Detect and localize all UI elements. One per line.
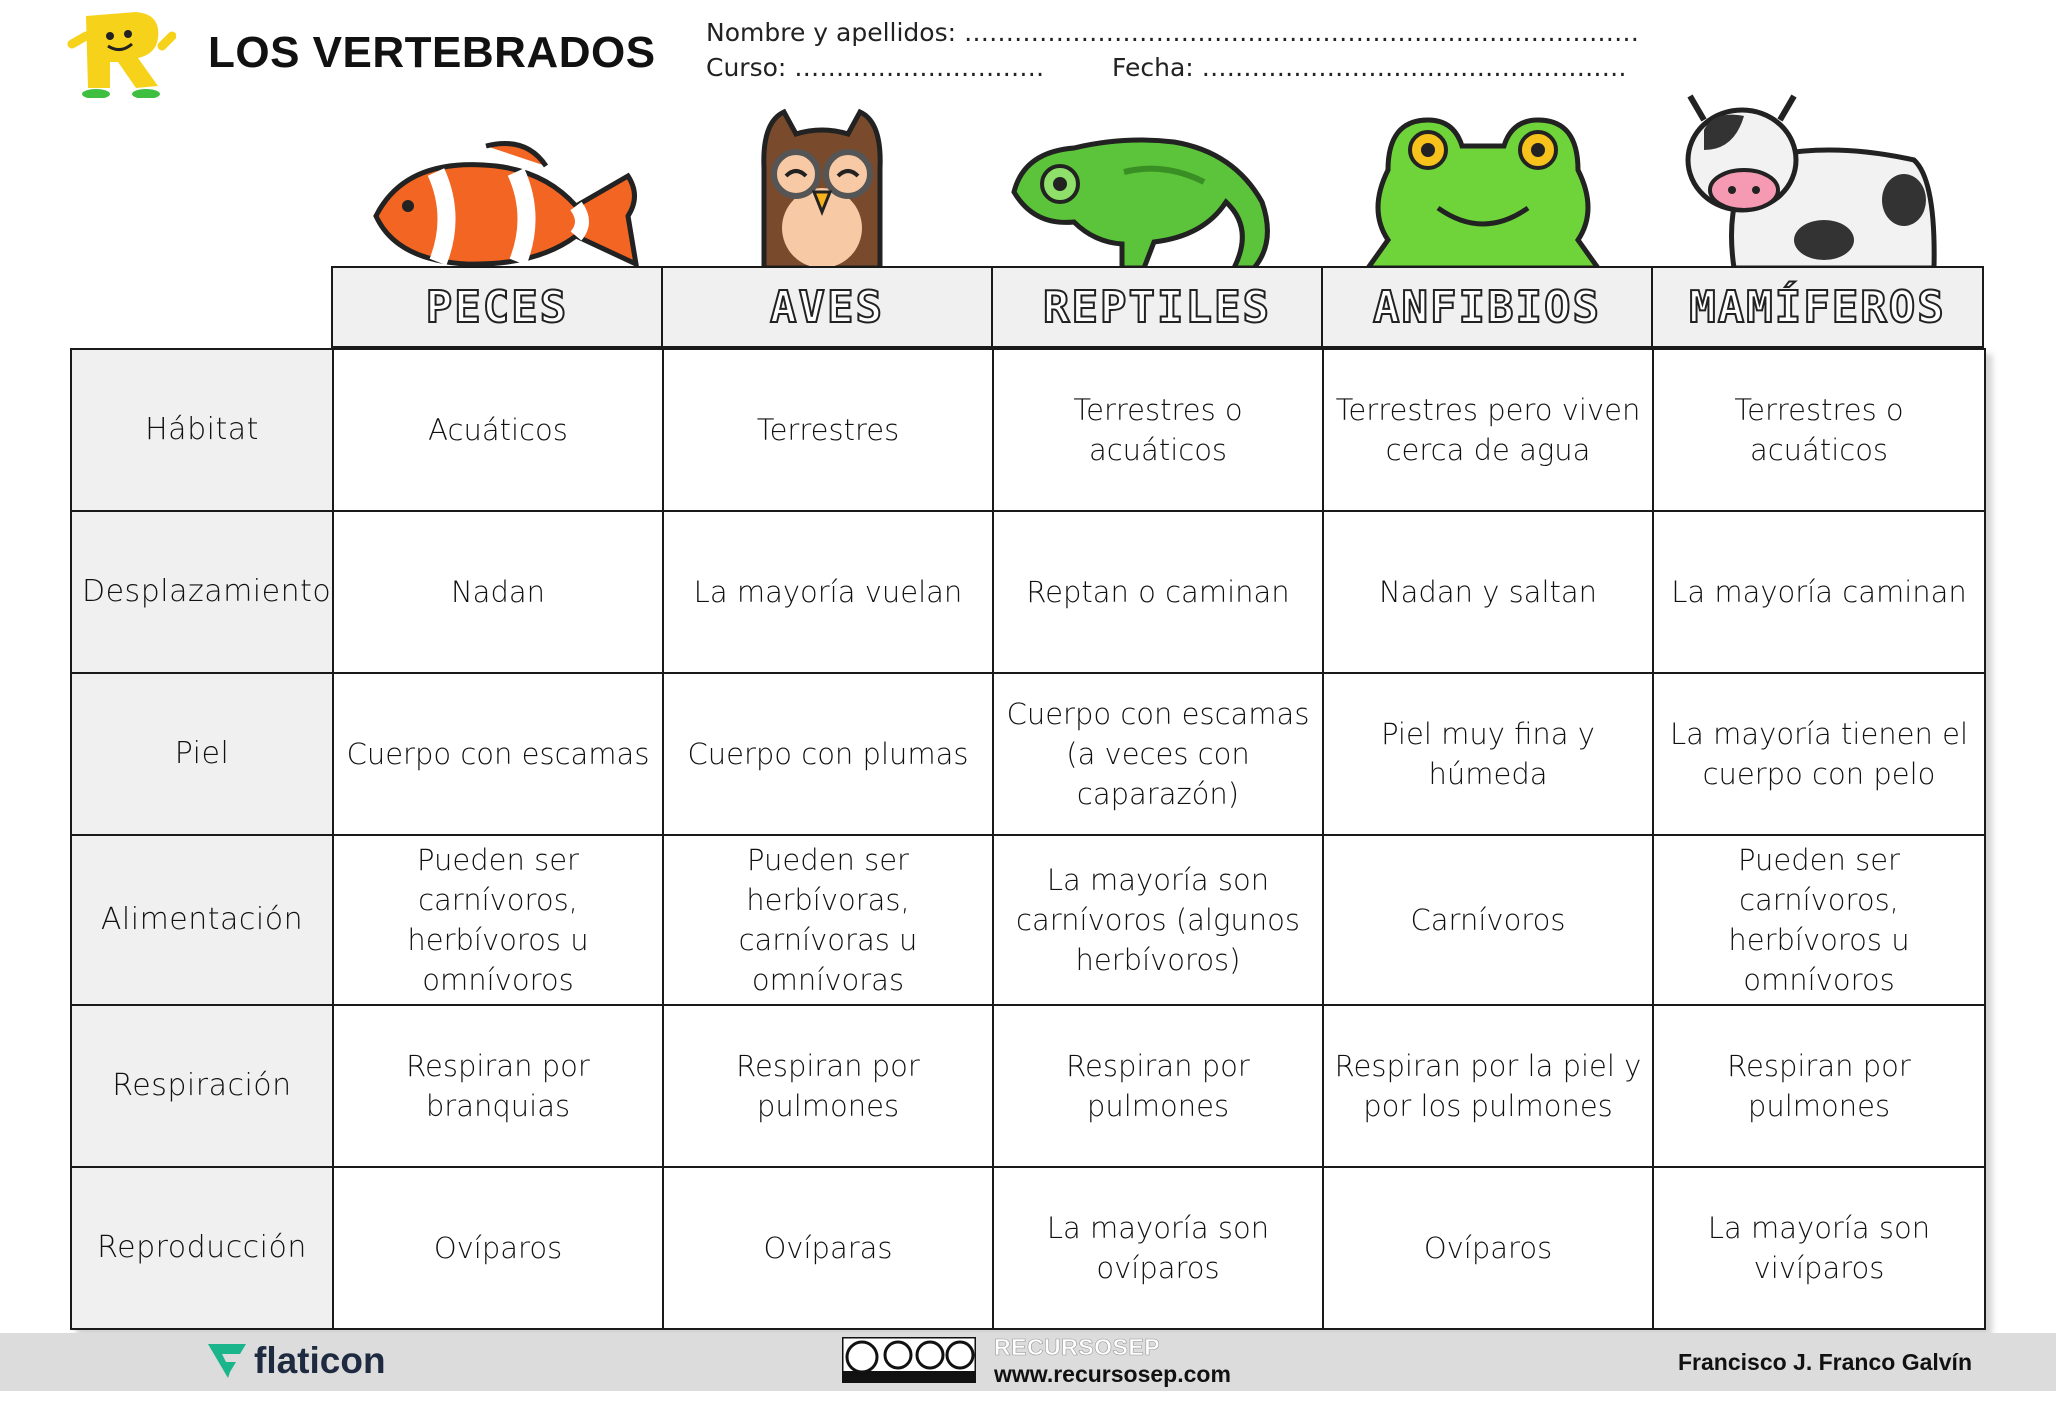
clownfish-icon — [366, 136, 646, 268]
table-cell: La mayoría son carnívoros (algunos herbívoros) — [993, 835, 1323, 1005]
table-cell: Cuerpo con plumas — [663, 673, 993, 835]
table-row — [71, 511, 1985, 673]
table-cell: La mayoría son ovíparos — [993, 1167, 1323, 1329]
table-cell: Pueden ser herbívoras, carnívoras u omnívoras — [663, 835, 993, 1005]
chameleon-icon — [1004, 132, 1280, 268]
table-cell: Cuerpo con escamas (a veces con caparazón) — [993, 673, 1323, 835]
recursosep-mascot-icon — [66, 6, 176, 98]
table-cell: Pueden ser carnívoros, herbívoros u omnívoros — [1653, 835, 1985, 1005]
flaticon-text: flaticon — [254, 1340, 386, 1381]
table-cell: Terrestres pero viven cerca de agua — [1323, 349, 1653, 511]
brand-name: RECURSOSEP — [994, 1334, 1161, 1360]
table-row — [71, 1167, 1985, 1329]
table-cell: La mayoría tienen el cuerpo con pelo — [1653, 673, 1985, 835]
table-cell: La mayoría vuelan — [663, 511, 993, 673]
row-header: Hábitat — [71, 349, 333, 511]
cow-icon — [1674, 90, 1948, 268]
row-header: Piel — [71, 673, 333, 835]
frog-icon — [1358, 110, 1608, 268]
table-cell: Respiran por pulmones — [993, 1005, 1323, 1167]
row-header: Reproducción — [71, 1167, 333, 1329]
creative-commons-icon — [842, 1337, 976, 1383]
table-cell: Ovíparas — [663, 1167, 993, 1329]
table-cell: Ovíparos — [333, 1167, 663, 1329]
flaticon-icon — [206, 1342, 248, 1380]
table-cell: Nadan y saltan — [1323, 511, 1653, 673]
table-cell: Respiran por la piel y por los pulmones — [1323, 1005, 1653, 1167]
course-field[interactable]: Curso: ………………………… — [706, 53, 1045, 82]
table-cell: Respiran por branquias — [333, 1005, 663, 1167]
table-cell: La mayoría son vivíparos — [1653, 1167, 1985, 1329]
row-header: Respiración — [71, 1005, 333, 1167]
column-header-reptiles: REPTILES — [991, 266, 1323, 348]
vertebrates-table — [70, 348, 1986, 1330]
author-name: Francisco J. Franco Galvín — [1678, 1349, 1972, 1375]
table-cell: Piel muy fina y húmeda — [1323, 673, 1653, 835]
owl-icon — [744, 108, 900, 268]
table-row — [71, 349, 1985, 511]
table-cell: Terrestres o acuáticos — [993, 349, 1323, 511]
table-cell: Reptan o caminan — [993, 511, 1323, 673]
table-row — [71, 835, 1985, 1005]
flaticon-logo — [206, 1340, 386, 1382]
row-header: Desplazamiento — [71, 511, 333, 673]
table-cell: La mayoría caminan — [1653, 511, 1985, 673]
table-cell: Terrestres — [663, 349, 993, 511]
table-cell: Acuáticos — [333, 349, 663, 511]
table-cell: Pueden ser carnívoros, herbívoros u omnívoros — [333, 835, 663, 1005]
column-header-anfibios: ANFIBIOS — [1321, 266, 1653, 348]
table-row — [71, 673, 1985, 835]
page-title: LOS VERTEBRADOS — [208, 28, 656, 77]
date-field[interactable]: Fecha: …………………………………………… — [1112, 53, 1627, 82]
column-header-peces: PECES — [331, 266, 663, 348]
table-cell: Carnívoros — [1323, 835, 1653, 1005]
column-header-mamiferos: MAMÍFEROS — [1651, 266, 1984, 348]
table-row — [71, 1005, 1985, 1167]
table-cell: Ovíparos — [1323, 1167, 1653, 1329]
row-header: Alimentación — [71, 835, 333, 1005]
name-field[interactable]: Nombre y apellidos: ……………………………………………………………………… — [706, 18, 1639, 47]
table-cell: Respiran por pulmones — [1653, 1005, 1985, 1167]
table-cell: Cuerpo con escamas — [333, 673, 663, 835]
table-cell: Respiran por pulmones — [663, 1005, 993, 1167]
table-cell: Terrestres o acuáticos — [1653, 349, 1985, 511]
website-link[interactable]: www.recursosep.com — [994, 1361, 1231, 1387]
table-cell: Nadan — [333, 511, 663, 673]
column-header-aves: AVES — [661, 266, 993, 348]
